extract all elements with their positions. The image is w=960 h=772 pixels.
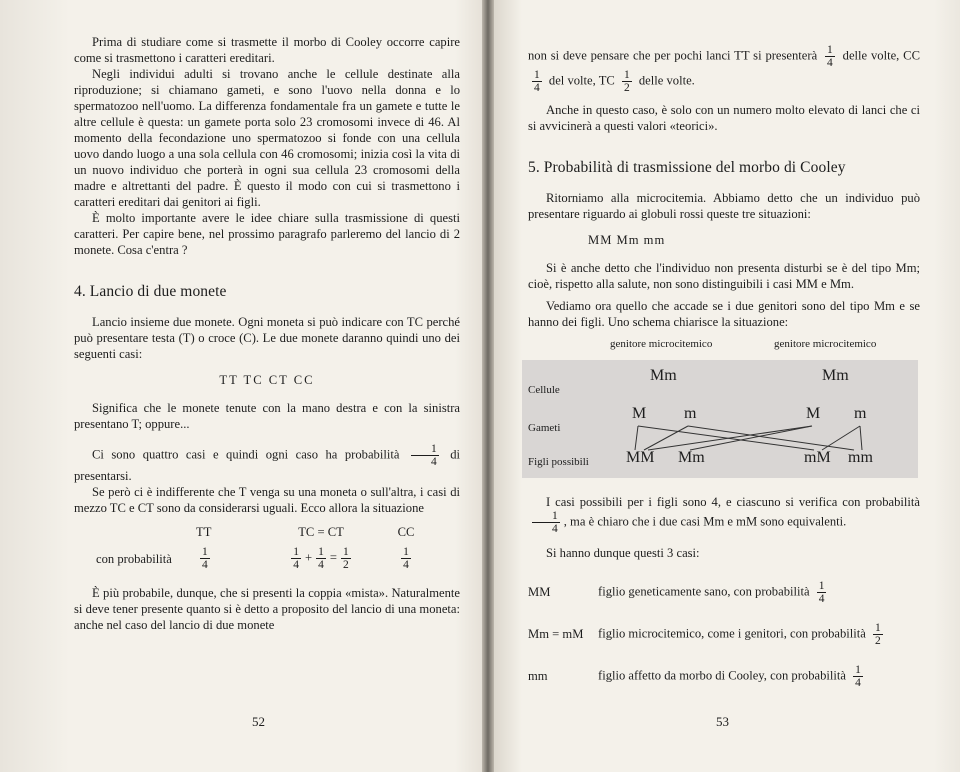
paragraph-intro: Prima di studiare come si trasmette il morbo di Cooley occorre capire come si trasmettono i caratteri ereditari. — [74, 35, 460, 65]
fraction-tt-quarter: $\frac{1}{4}$ — [827, 44, 833, 69]
label-gameti: Gameti — [528, 422, 561, 434]
label-cellule: Cellule — [528, 384, 560, 396]
genotype-probability-list — [528, 571, 920, 697]
header-tt: TT — [196, 525, 212, 539]
paragraph-vediamo: Vediamo ora quello che accade se i due genitori sono del tipo Mm e se hanno dei figli. Uno schema chiarisce la situazione: — [528, 299, 920, 329]
list-item: mm figlio affetto da morbo di Cooley, con probabilità $\frac{1}{4}$ — [528, 663, 861, 689]
coin-cases: TT TC CT CC — [219, 373, 315, 387]
list-item: Mm = mM figlio microcitemico, come i genitori, con probabilità $\frac{1}{2}$ — [528, 621, 881, 647]
label-con-probabilita: con probabilità — [96, 551, 172, 566]
label-figli-possibili: Figli possibili — [528, 456, 589, 468]
offspring-2: Mm — [678, 449, 705, 466]
gamete-4: m — [854, 405, 867, 422]
paragraph-indifferente: Se però ci è indifferente che T venga su una moneta o sull'altra, i casi di mezzo TC e CT sono da considerarsi uguali. Ecco allora la situazione — [74, 485, 460, 515]
paragraph-lancio: Lancio insieme due monete. Ogni moneta si può indicare con TC perché può presentare testa (T) o croce (C). Le due monete daranno quindi uno dei seguenti casi: — [74, 315, 460, 361]
header-genitore-2: genitore microcitemico — [774, 338, 877, 350]
paragraph-significa: Significa che le monete tenute con la mano destra e con la sinistra presentano T; oppure... — [74, 401, 460, 431]
genotype-situations: MM Mm mm — [588, 233, 666, 247]
paragraph-detto: Si è anche detto che l'individuo non presenta disturbi se è del tipo Mm; cioè, rispetto alla salute, non sono distinguibili i casi MM e Mm. — [528, 261, 920, 291]
section-heading-5: 5. Probabilità di trasmissione del morbo di Cooley — [528, 159, 846, 176]
paragraph-anche: Anche in questo caso, è solo con un numero molto elevato di lanci che ci si avvicinerà a questi valori «teorici». — [528, 103, 920, 133]
text-quattro-a: Ci sono quattro casi e quindi ogni caso ha probabilità — [92, 447, 400, 462]
list-item: MM figlio geneticamente sano, con probabilità $\frac{1}{4}$ — [528, 579, 825, 605]
probability-table — [96, 524, 460, 571]
paragraph-gameti: Negli individui adulti si trovano anche le cellule destinate alla riproduzione; si chiamano gameti, e sono l'uovo nella donna e lo spermatozoo nell'uomo. La differenza fondamentale fra un gamete e tutte le altre cellule è questa: un gamete porta solo 23 cromosomi invece di 46. Al momento della fecondazione uno spermatozoo si fonde con una cellula uovo dando luogo a una sola cellula con 46 cromosomi; inizia così la vita di un nuovo individuo che porterà in ogni sua cellula 23 cromosomi della madre e altrettanti del padre. È questo il modo con cui si trasmettono i caratteri ereditari dai genitori ai figli. — [74, 67, 460, 209]
section-heading-4: 4. Lancio di due monete — [74, 283, 227, 300]
probability-table-values — [96, 546, 460, 571]
fraction-casi-quarter: $\frac{1}{4}$ — [532, 510, 560, 535]
paragraph-continuation: non si deve pensare che per pochi lanci TT si presenterà $\frac{1}{4}$ delle volte, CC $\frac{1}{4}$ del volte, TC $\frac{1}{2}$ delle volte. — [528, 44, 920, 94]
paragraph-quattro-casi — [74, 443, 460, 484]
right-page — [494, 0, 960, 772]
paragraph-casi-possibili: I casi possibili per i figli sono 4, e ciascuno si verifica con probabilità $\frac{1}{4}$ , ma è chiaro che i due casi Mm e mM sono equivalenti. — [528, 494, 920, 535]
offspring-1: MM — [626, 449, 655, 466]
paragraph-ritorniamo: Ritorniamo alla microcitemia. Abbiamo detto che un individuo può presentare riguardo ai globuli rossi queste tre situazioni: — [528, 191, 920, 221]
parent-1-cell: Mm — [650, 367, 677, 384]
fraction-one-quarter: $\frac{1}{4}$ — [411, 443, 439, 468]
diagram-lines — [522, 360, 918, 478]
fraction-tt: $\frac{1}{4}$ — [202, 546, 208, 571]
gamete-2: m — [684, 405, 697, 422]
gamete-1: M — [632, 405, 647, 422]
paragraph-mista: È più probabile, dunque, che si presenti la coppia «mista». Naturalmente si deve tener presente quanto si è detto a proposito del lancio di una moneta: anche nel caso del lancio di due monete — [74, 586, 460, 632]
header-cc: CC — [397, 525, 415, 539]
probability-table-header — [96, 524, 460, 540]
offspring-4: mm — [848, 449, 873, 466]
header-tc-ct: TC = CT — [298, 525, 344, 539]
page-number-right: 53 — [716, 714, 729, 729]
offspring-3: mM — [804, 449, 831, 466]
fraction-cc: $\frac{1}{4}$ — [403, 546, 409, 571]
paragraph-hanno: Si hanno dunque questi 3 casi: — [546, 546, 700, 560]
header-genitore-1: genitore microcitemico — [610, 338, 713, 350]
page-number-left: 52 — [252, 714, 265, 729]
parent-2-cell: Mm — [822, 367, 849, 384]
book-gutter — [482, 0, 494, 772]
fraction-cc-quarter: $\frac{1}{4}$ — [534, 69, 540, 94]
fraction-tc-half: $\frac{1}{2}$ — [623, 69, 630, 94]
inheritance-diagram — [522, 338, 918, 478]
gamete-3: M — [806, 405, 821, 422]
text-quattro-b: di presentarsi. — [74, 447, 461, 483]
paragraph-importante: È molto importante avere le idee chiare sulla trasmissione di questi caratteri. Per capire bene, nel prossimo paragrafo parleremo del lancio di 2 monete. Cosa c'entra ? — [74, 211, 460, 257]
sum-tc-ct: $\frac{1}{4}$ + $\frac{1}{4}$ = $\frac{1}{2}$ — [293, 546, 349, 571]
